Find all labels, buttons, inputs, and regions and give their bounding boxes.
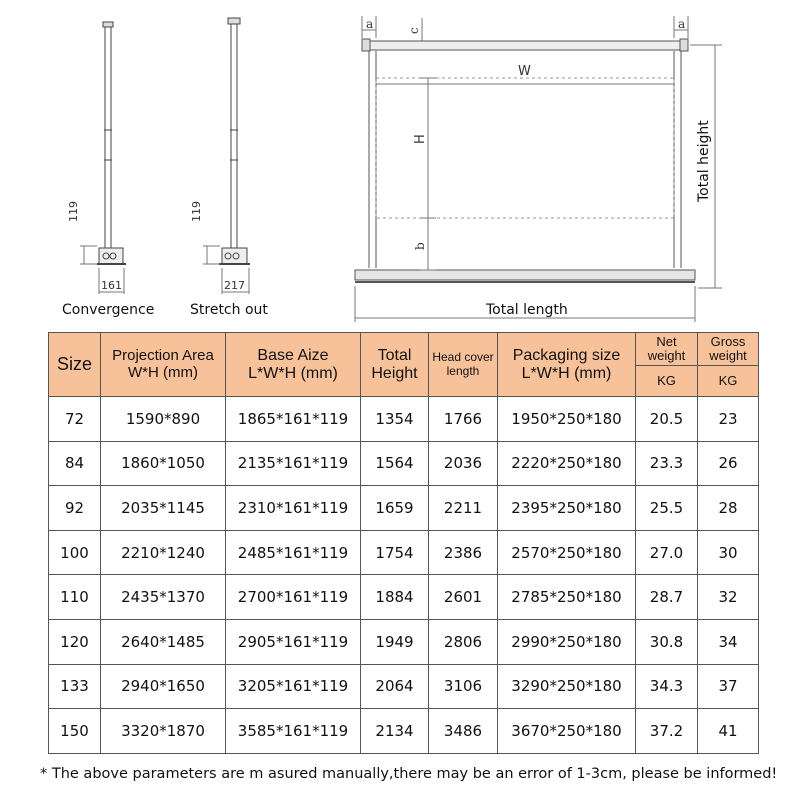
cell-base-size: 1865*161*119 — [226, 397, 361, 442]
cell-size: 72 — [49, 397, 101, 442]
cell-head-cover-length: 2806 — [429, 619, 498, 664]
dim-a-right: a — [678, 17, 686, 31]
cell-head-cover-length: 3106 — [429, 664, 498, 709]
cell-projection-area: 1860*1050 — [101, 441, 226, 486]
cell-packaging-size: 1950*250*180 — [498, 397, 636, 442]
cell-size: 110 — [49, 575, 101, 620]
cell-base-size: 2485*161*119 — [226, 530, 361, 575]
convergence-width-label: 161 — [101, 279, 122, 292]
table-row — [49, 709, 759, 754]
cell-packaging-size: 2395*250*180 — [498, 486, 636, 531]
cell-total-height: 1354 — [361, 397, 429, 442]
cell-net-weight: 34.3 — [636, 664, 698, 709]
header-base-size — [226, 333, 361, 397]
cell-base-size: 2700*161*119 — [226, 575, 361, 620]
cell-net-weight: 23.3 — [636, 441, 698, 486]
cell-packaging-size: 2220*250*180 — [498, 441, 636, 486]
header-head-line1: Head cover — [432, 350, 494, 365]
cell-packaging-size: 2990*250*180 — [498, 619, 636, 664]
cell-gross-weight: 41 — [698, 709, 759, 754]
cell-gross-weight: 28 — [698, 486, 759, 531]
spec-table-body — [49, 397, 759, 754]
header-base-line2: L*W*H (mm) — [248, 364, 338, 382]
cell-total-height: 1949 — [361, 619, 429, 664]
header-base-line1: Base Aize — [257, 346, 329, 364]
header-size: Size — [49, 333, 101, 397]
header-total-height — [361, 333, 429, 397]
spec-table — [48, 332, 759, 754]
dim-total-length: Total length — [486, 302, 568, 318]
table-row — [49, 441, 759, 486]
header-packaging-size — [498, 333, 636, 397]
cell-head-cover-length: 2036 — [429, 441, 498, 486]
header-projection-line1: Projection Area — [112, 347, 214, 364]
cell-packaging-size: 3670*250*180 — [498, 709, 636, 754]
cell-total-height: 1564 — [361, 441, 429, 486]
header-gross-weight — [698, 333, 759, 366]
stand-stretch-out — [203, 18, 250, 294]
cell-net-weight: 30.8 — [636, 619, 698, 664]
cell-projection-area: 2210*1240 — [101, 530, 226, 575]
cell-projection-area: 2035*1145 — [101, 486, 226, 531]
cell-total-height: 1884 — [361, 575, 429, 620]
cell-net-weight: 20.5 — [636, 397, 698, 442]
dim-b: b — [413, 242, 427, 250]
cell-projection-area: 2940*1650 — [101, 664, 226, 709]
cell-net-weight: 25.5 — [636, 486, 698, 531]
cell-packaging-size: 2785*250*180 — [498, 575, 636, 620]
header-head-line2: length — [446, 363, 480, 378]
cell-base-size: 2310*161*119 — [226, 486, 361, 531]
cell-projection-area: 2435*1370 — [101, 575, 226, 620]
table-row — [49, 486, 759, 531]
cell-base-size: 3585*161*119 — [226, 709, 361, 754]
header-total-line1: Total — [377, 346, 412, 364]
header-total-line2: Height — [371, 364, 418, 382]
cell-projection-area: 2640*1485 — [101, 619, 226, 664]
cell-size: 84 — [49, 441, 101, 486]
header-gross-unit: KG — [698, 366, 759, 397]
dim-w: W — [518, 64, 531, 79]
header-gross-line2: weight — [709, 348, 747, 363]
cell-net-weight: 37.2 — [636, 709, 698, 754]
stretch-width-label: 217 — [224, 279, 245, 292]
header-net-line2: weight — [647, 348, 686, 363]
cell-head-cover-length: 2601 — [429, 575, 498, 620]
dim-h: H — [413, 134, 428, 144]
cell-head-cover-length: 1766 — [429, 397, 498, 442]
cell-base-size: 3205*161*119 — [226, 664, 361, 709]
header-pack-line1: Packaging size — [512, 346, 621, 364]
cell-head-cover-length: 3486 — [429, 709, 498, 754]
product-diagram — [0, 0, 800, 325]
cell-gross-weight: 37 — [698, 664, 759, 709]
header-net-line1: Net — [656, 333, 677, 349]
cell-size: 92 — [49, 486, 101, 531]
table-row — [49, 619, 759, 664]
table-row — [49, 664, 759, 709]
cell-size: 150 — [49, 709, 101, 754]
front-view — [355, 16, 722, 322]
header-pack-line2: L*W*H (mm) — [521, 364, 612, 382]
cell-net-weight: 28.7 — [636, 575, 698, 620]
convergence-height-label: 119 — [67, 201, 80, 222]
header-head-cover — [429, 333, 498, 397]
cell-total-height: 1659 — [361, 486, 429, 531]
cell-base-size: 2135*161*119 — [226, 441, 361, 486]
cell-packaging-size: 3290*250*180 — [498, 664, 636, 709]
dim-total-height: Total height — [696, 120, 712, 202]
cell-projection-area: 3320*1870 — [101, 709, 226, 754]
footnote: * The above parameters are m asured manually,there may be an error of 1-3cm, please be informed! — [40, 766, 778, 782]
cell-size: 133 — [49, 664, 101, 709]
stretch-height-label: 119 — [190, 201, 203, 222]
cell-head-cover-length: 2386 — [429, 530, 498, 575]
cell-gross-weight: 30 — [698, 530, 759, 575]
header-gross-line1: Gross — [710, 333, 746, 349]
cell-gross-weight: 23 — [698, 397, 759, 442]
header-net-unit: KG — [636, 366, 698, 397]
cell-gross-weight: 26 — [698, 441, 759, 486]
table-row — [49, 397, 759, 442]
cell-gross-weight: 34 — [698, 619, 759, 664]
cell-size: 100 — [49, 530, 101, 575]
header-net-weight — [636, 333, 698, 366]
header-projection-line2: W*H (mm) — [128, 363, 198, 381]
dim-a-left: a — [366, 17, 374, 31]
table-row — [49, 530, 759, 575]
stand-convergence — [80, 22, 126, 294]
cell-total-height: 1754 — [361, 530, 429, 575]
cell-size: 120 — [49, 619, 101, 664]
cell-head-cover-length: 2211 — [429, 486, 498, 531]
header-projection-area — [101, 333, 226, 397]
cell-projection-area: 1590*890 — [101, 397, 226, 442]
cell-base-size: 2905*161*119 — [226, 619, 361, 664]
cell-net-weight: 27.0 — [636, 530, 698, 575]
cell-gross-weight: 32 — [698, 575, 759, 620]
table-row — [49, 575, 759, 620]
stretch-caption: Stretch out — [190, 302, 268, 318]
convergence-caption: Convergence — [62, 302, 155, 318]
cell-packaging-size: 2570*250*180 — [498, 530, 636, 575]
cell-total-height: 2064 — [361, 664, 429, 709]
dim-c: c — [407, 27, 421, 34]
cell-total-height: 2134 — [361, 709, 429, 754]
